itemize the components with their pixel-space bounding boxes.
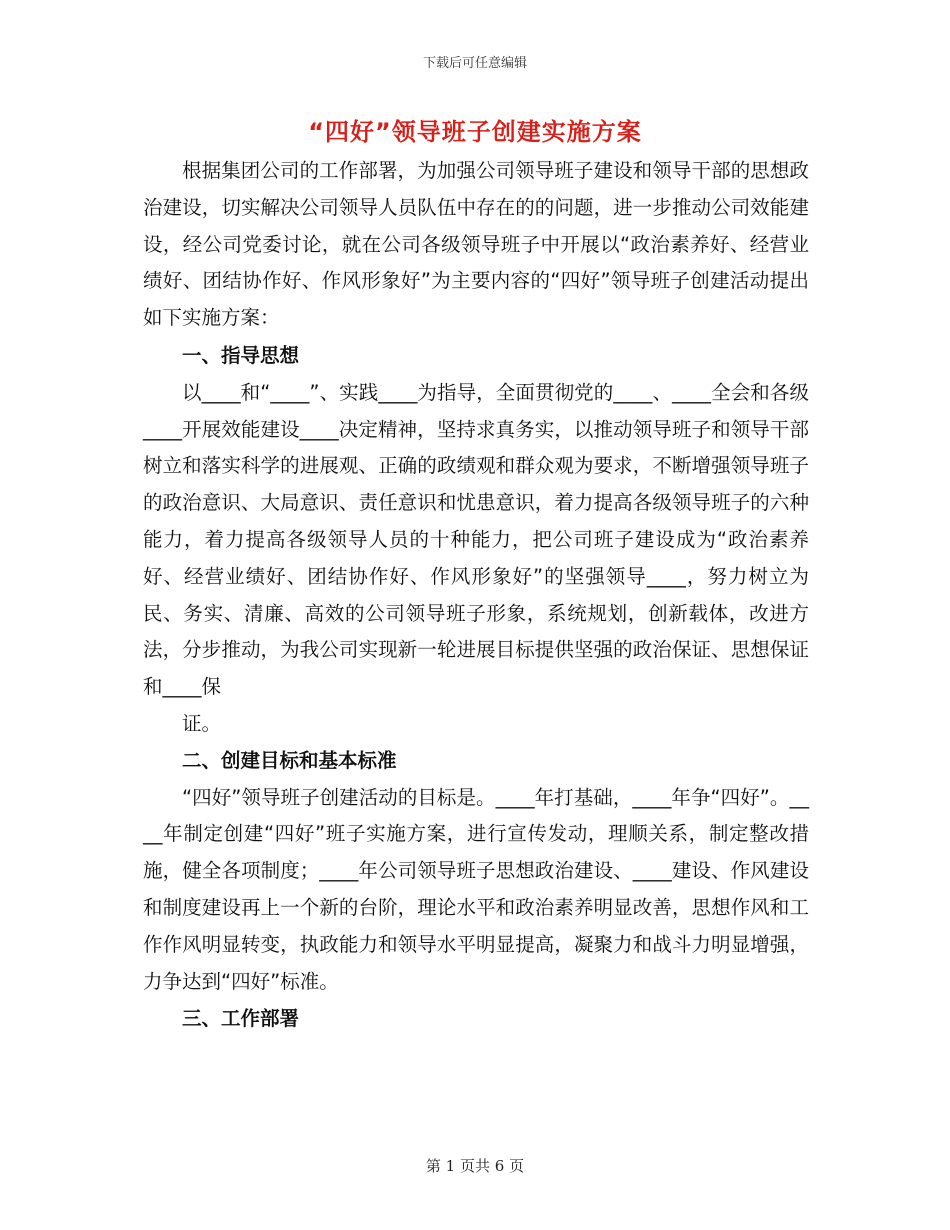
document-title: “四好”领导班子创建实施方案 (308, 118, 642, 146)
section-body-guiding-thought: 以____和“____”、实践____为指导，全面贯彻党的____、____全会和各级____开展效能建设____决定精神，坚持求真务实，以推动领导班子和领导干部树立和落实科学的进展观、正确的政绩观和群众观为要求，不断增强领导班子的政治意识、大局意识、责任意识和忧患意识，着力提高各级领导班子的六种能力，着力提高各级领导人员的十种能力，把公司班子建设成为“政治素养好、经营业绩好、团结协作好、作风形象好”的坚强领导____，努力树立为民、务实、清廉、高效的公司领导班子形象，系统规划，创新载体，改进方法，分步推动，为我公司实现新一轮进展目标提供坚强的政治保证、思想保证和____保 (143, 380, 809, 699)
page-footer: 第 1 页共 6 页 (425, 1157, 525, 1175)
section-body-guiding-thought-tail: 证。 (182, 711, 222, 735)
document-body (143, 153, 809, 1038)
header-note: 下载后可任意编辑 (422, 56, 527, 71)
section-heading-goals: 二、创建目标和基本标准 (182, 748, 397, 772)
intro-paragraph: 根据集团公司的工作部署，为加强公司领导班子建设和领导干部的思想政治建设，切实解决公司领导人员队伍中存在的的问题，进一步推动公司效能建设，经公司党委讨论，就在公司各级领导班子中开展以“政治素养好、经营业绩好、团结协作好、作风形象好”为主要内容的“四好”领导班子创建活动提出如下实施方案： (143, 159, 809, 330)
section-heading-guiding-thought: 一、指导思想 (182, 343, 300, 367)
section-body-goals: “四好”领导班子创建活动的目标是。____年打基础，____年争“四好”。____年制定创建“四好”班子实施方案，进行宣传发动，理顺关系，制定整改措施，健全各项制度；____年公司领导班子思想政治建设、____建设、作风建设和制度建设再上一个新的台阶，理论水平和政治素养明显改善，思想作风和工作作风明显转变，执政能力和领导水平明显提高，凝聚力和战斗力明显增强，力争达到“四好”标准。 (143, 785, 809, 993)
section-heading-work-plan: 三、工作部署 (182, 1007, 300, 1031)
